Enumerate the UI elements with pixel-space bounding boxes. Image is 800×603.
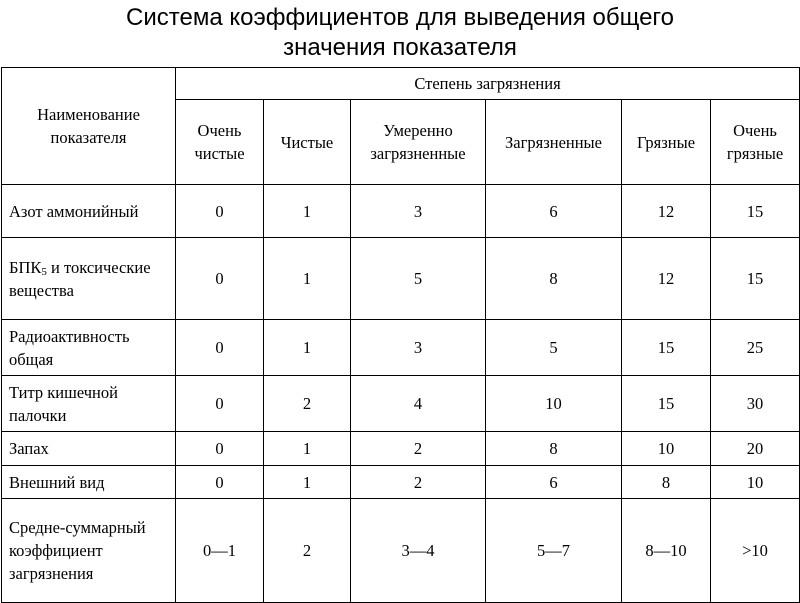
table-cell: 2 (351, 466, 486, 499)
table-cell: 6 (486, 466, 622, 499)
table-cell: 6 (486, 185, 622, 238)
table-cell: 0 (176, 466, 264, 499)
row-name (2, 238, 176, 320)
header-row-1 (2, 68, 800, 100)
column-header: Грязные (622, 100, 711, 185)
table-cell: 0 (176, 320, 264, 376)
pollution-degree-header: Степень загрязнения (176, 68, 800, 100)
column-header: Очень грязные (711, 100, 800, 185)
table-row (2, 499, 800, 603)
column-header: Умеренно загрязненные (351, 100, 486, 185)
table-cell: 1 (264, 466, 351, 499)
name-column-header: Наименование показателя (2, 68, 176, 185)
slide-title (0, 0, 800, 66)
row-name: Средне-суммарный коэффициент загрязнения (2, 499, 176, 603)
table-row (2, 466, 800, 499)
table-cell: 3—4 (351, 499, 486, 603)
table-cell: 15 (622, 376, 711, 432)
table-cell: 30 (711, 376, 800, 432)
row-name-rest: и токсические вещества (9, 257, 151, 300)
row-name: Внешний вид (2, 466, 176, 499)
table-cell: 10 (711, 466, 800, 499)
table-cell: 12 (622, 185, 711, 238)
row-name-subscript: 5 (41, 265, 47, 278)
table-cell: 0—1 (176, 499, 264, 603)
table-cell: 15 (711, 238, 800, 320)
column-header: Загрязненные (486, 100, 622, 185)
table-cell: 25 (711, 320, 800, 376)
table-cell: 8—10 (622, 499, 711, 603)
table-cell: 2 (264, 376, 351, 432)
table-row (2, 432, 800, 466)
column-header: Очень чистые (176, 100, 264, 185)
table-cell: 0 (176, 432, 264, 466)
table-cell: 10 (486, 376, 622, 432)
table-cell: 4 (351, 376, 486, 432)
table-cell: 15 (711, 185, 800, 238)
slide-title-text: Система коэффициентов для выведения общего значения показателя (126, 4, 674, 61)
coefficients-table (1, 67, 800, 603)
table-cell: 8 (486, 238, 622, 320)
table-cell: 1 (264, 320, 351, 376)
table-row (2, 376, 800, 432)
row-name: Радиоактивность общая (2, 320, 176, 376)
table-cell: 0 (176, 238, 264, 320)
table-cell: 12 (622, 238, 711, 320)
table-cell: 0 (176, 185, 264, 238)
table-cell: 8 (486, 432, 622, 466)
table-cell: 5—7 (486, 499, 622, 603)
column-header: Чистые (264, 100, 351, 185)
table-row (2, 185, 800, 238)
table-cell: 5 (351, 238, 486, 320)
table-cell: 5 (486, 320, 622, 376)
table-cell: 3 (351, 185, 486, 238)
table-cell: 2 (264, 499, 351, 603)
table-cell: 2 (351, 432, 486, 466)
table-row (2, 320, 800, 376)
row-name-main: БПК (9, 257, 42, 277)
table-cell: 0 (176, 376, 264, 432)
row-name: Азот аммонийный (2, 185, 176, 238)
table-cell: 8 (622, 466, 711, 499)
table-cell: 1 (264, 432, 351, 466)
row-name: Запах (2, 432, 176, 466)
table-cell: 1 (264, 238, 351, 320)
table-cell: >10 (711, 499, 800, 603)
table-cell: 10 (622, 432, 711, 466)
table-cell: 20 (711, 432, 800, 466)
table-cell: 1 (264, 185, 351, 238)
table-row (2, 238, 800, 320)
table-cell: 15 (622, 320, 711, 376)
table-cell: 3 (351, 320, 486, 376)
row-name: Титр кишечной палочки (2, 376, 176, 432)
